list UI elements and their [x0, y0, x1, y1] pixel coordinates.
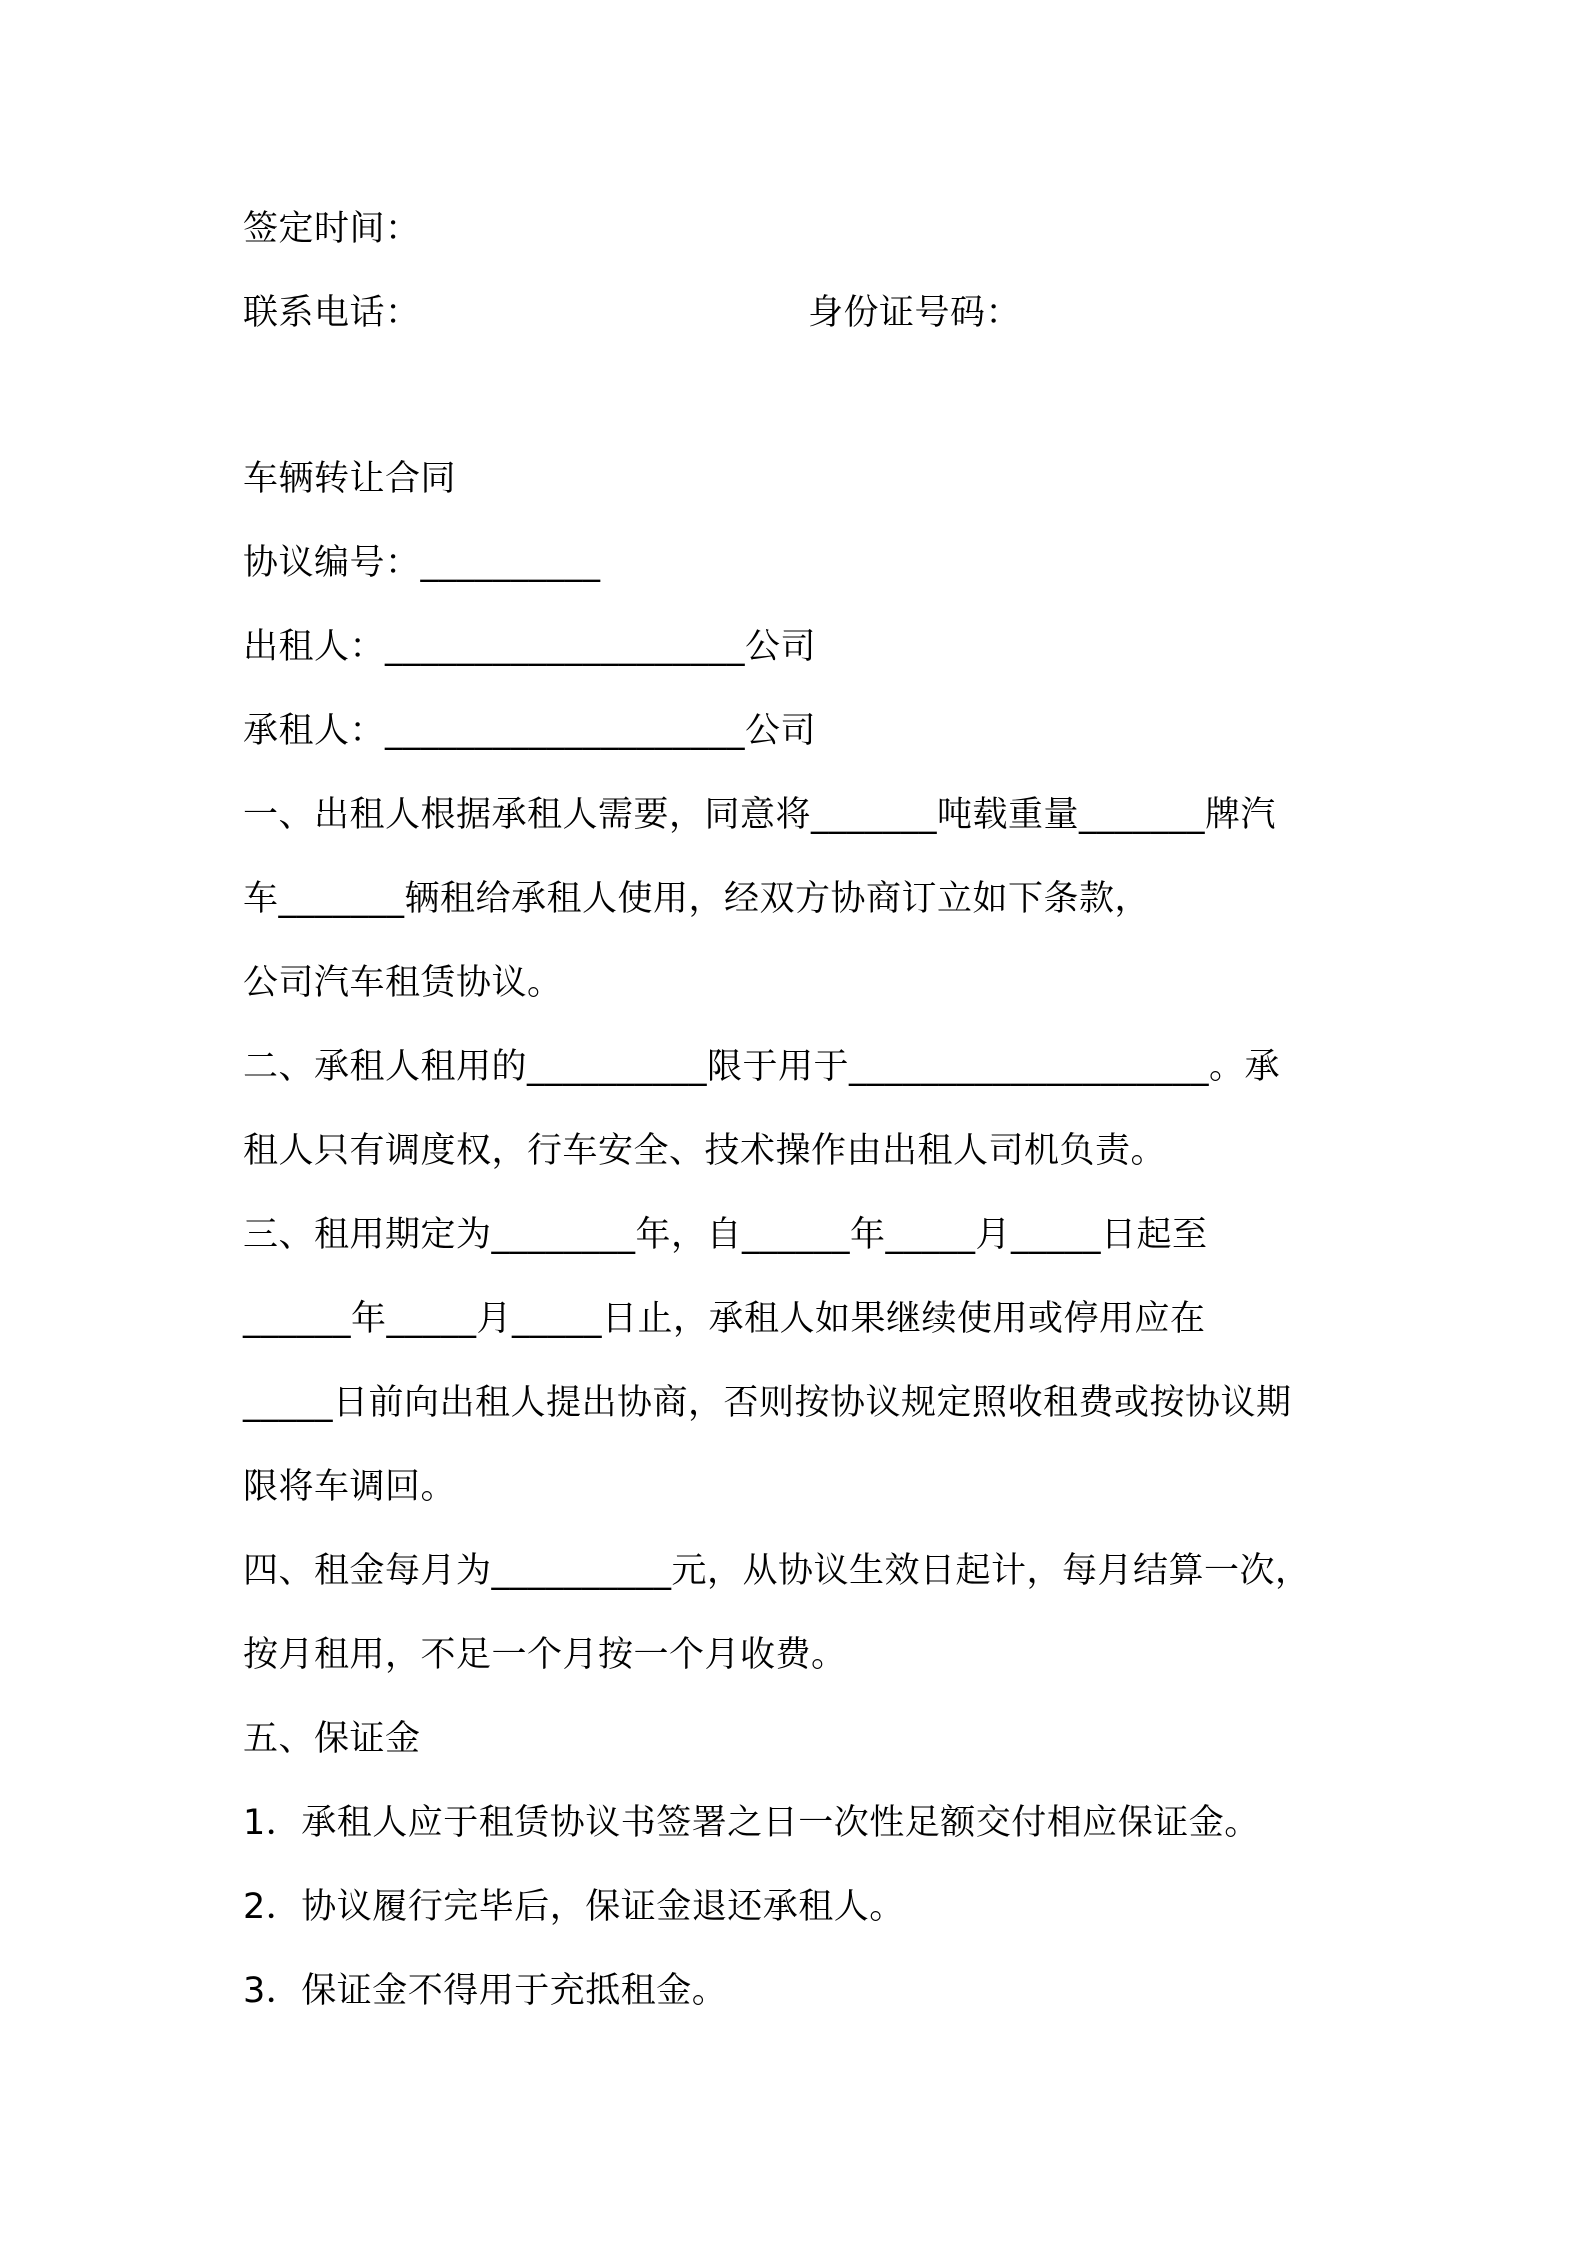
- clause-5-item-2: 2．协议履行完毕后，保证金退还承租人。: [243, 1887, 905, 1927]
- phone-label: 联系电话：: [243, 293, 421, 333]
- lessor-line: 出租人：____________________公司: [243, 627, 817, 667]
- agreement-number: 协议编号：__________: [243, 543, 601, 583]
- clause-1-line-1: 一、出租人根据承租人需要，同意将_______吨载重量_______牌汽: [243, 795, 1277, 835]
- clause-1-line-2: 车_______辆租给承租人使用，经双方协商订立如下条款，: [243, 879, 1151, 919]
- clause-3-line-2: ______年_____月_____日止，承租人如果继续使用或停用应在: [243, 1299, 1206, 1339]
- clause-4-line-2: 按月租用，不足一个月按一个月收费。: [243, 1635, 847, 1675]
- clause-4-line-1: 四、租金每月为__________元，从协议生效日起计，每月结算一次，: [243, 1551, 1311, 1591]
- clause-1-line-3: 公司汽车租赁协议。: [243, 963, 563, 1003]
- clause-5-item-3: 3．保证金不得用于充抵租金。: [243, 1971, 728, 2011]
- signing-time-label: 签定时间：: [243, 209, 421, 249]
- clause-3-line-3: _____日前向出租人提出协商，否则按协议规定照收租费或按协议期: [243, 1383, 1292, 1423]
- clause-5-item-1: 1．承租人应于租赁协议书签署之日一次性足额交付相应保证金。: [243, 1803, 1260, 1843]
- clause-3-line-1: 三、租用期定为________年，自______年_____月_____日起至: [243, 1215, 1208, 1255]
- clause-2-line-2: 租人只有调度权，行车安全、技术操作由出租人司机负责。: [243, 1131, 1167, 1171]
- lessee-line: 承租人：____________________公司: [243, 711, 817, 751]
- contract-title: 车辆转让合同: [243, 459, 457, 499]
- clause-5-title: 五、保证金: [243, 1719, 421, 1759]
- clause-2-line-1: 二、承租人租用的__________限于用于____________________。承: [243, 1047, 1281, 1087]
- clause-3-line-4: 限将车调回。: [243, 1467, 457, 1507]
- id-number-label: 身份证号码：: [808, 293, 1022, 333]
